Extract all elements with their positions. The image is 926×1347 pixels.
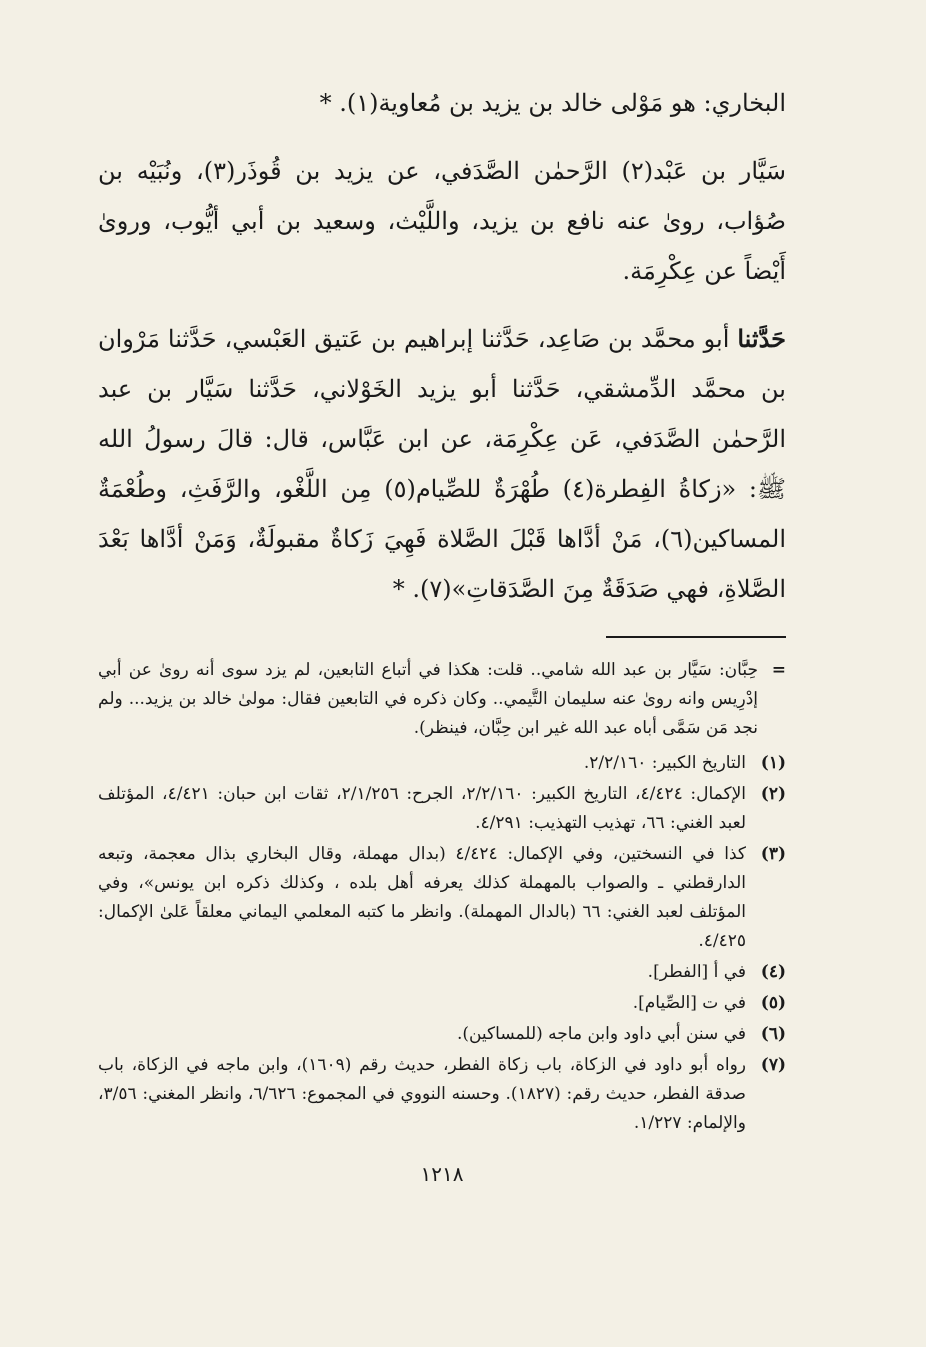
footnote-text: في أ [الفطر]. — [647, 962, 746, 982]
footnote-text: رواه أبو داود في الزكاة، باب زكاة الفطر، حديث رقم (١٦٠٩)، وابن ماجه في الزكاة، باب صدقة الفطر، حديث رقم: (١٨٢٧). وحسنه النووي في المجموع: ٦/٦٢٦، وانظر المغني: ٣/٥٦، والإلمام: ١/٢٢٧. — [98, 1055, 746, 1133]
footnote-7 — [98, 1051, 786, 1138]
footnote-text: في ت [الصِّيام]. — [632, 993, 746, 1013]
continuation-mark: = — [771, 660, 786, 680]
footnote-3 — [98, 840, 786, 956]
paragraph-1 — [98, 78, 786, 128]
footnote-continuation — [98, 656, 786, 743]
main-text — [98, 78, 786, 614]
footnote-4 — [98, 958, 786, 987]
page-number: ١٢١٨ — [420, 1162, 464, 1186]
continuation-text: حِبَّان: سَيَّار بن عبد الله شامي.. قلت: هكذا في أتباع التابعين، لم يزد سوى أنه روىٰ عن أبي إدْرِيس وانه روىٰ عنه سليمان التَّيمي.. وكان ذكره في التابعين فقال: مولىٰ خالد بن يزيد... ولم نجد مَن سَمَّى أباه عبد الله غير ابن حِبَّان، فينظر). — [98, 660, 758, 738]
paragraph-2 — [98, 146, 786, 296]
footnote-number: (٤) — [760, 962, 786, 982]
footnote-text: في سنن أبي داود وابن ماجه (للمساكين). — [456, 1024, 746, 1044]
footnote-6 — [98, 1020, 786, 1049]
footnote-number: (١) — [760, 753, 786, 773]
footnote-number: (٣) — [760, 844, 786, 864]
footnote-separator — [606, 636, 786, 638]
footnote-2 — [98, 780, 786, 838]
footnote-number: (٦) — [760, 1024, 786, 1044]
footnote-5 — [98, 989, 786, 1018]
paragraph-lead: حَدَّثنا — [737, 324, 786, 353]
paragraph-text: البخاري: هو مَوْلى خالد بن يزيد بن مُعاوية(١). * — [319, 89, 786, 117]
footnote-number: (٥) — [760, 993, 786, 1013]
footnote-number: (٧) — [760, 1055, 786, 1075]
paragraph-text: سَيَّار بن عَبْد(٢) الرَّحمٰن الصَّدَفي، عن يزيد بن قُوذَر(٣)، ونُبَيْه بن صُؤاب، روىٰ عنه نافع بن يزيد، واللَّيْث، وسعيد بن أبي أيُّوب، وروىٰ أَيْضاً عن عِكْرِمَة. — [98, 157, 786, 285]
footnote-1 — [98, 749, 786, 778]
paragraph-3 — [98, 314, 786, 614]
footnote-text: التاريخ الكبير: ٢/٢/١٦٠. — [583, 753, 746, 773]
paragraph-text: أبو محمَّد بن صَاعِد، حَدَّثنا إبراهيم بن عَتيق العَبْسي، حَدَّثنا مَرْوان بن محمَّد الدِّمشقي، حَدَّثنا أبو يزيد الخَوْلاني، حَدَّثنا سَيَّار بن عبد الرَّحمٰن الصَّدَفي، عَن عِكْرِمَة، عن ابن عَبَّاس، قال: قالَ رسولُ الله ﷺ: «زكاةُ الفِطرة(٤) طُهْرَةٌ للصِّيام(٥) مِن اللَّغْو، والرَّفَثِ، وطُعْمَةٌ المساكين(٦)، مَنْ أدَّاها قَبْلَ الصَّلاة فَهِيَ زَكاةٌ مقبولَةٌ، وَمَنْ أدَّاها بَعْدَ الصَّلاةِ، فهي صَدَقَةٌ مِنَ الصَّدَقاتِ»(٧). * — [98, 325, 786, 603]
footnote-text: الإكمال: ٤/٤٢٤، التاريخ الكبير: ٢/٢/١٦٠، الجرح: ٢/١/٢٥٦، ثقات ابن حبان: ٤/٤٢١، المؤتلف لعبد الغني: ٦٦، تهذيب التهذيب: ٤/٢٩١. — [98, 784, 746, 833]
footnote-number: (٢) — [760, 784, 786, 804]
footnote-text: كذا في النسختين، وفي الإكمال: ٤/٤٢٤ (بدال مهملة، وقال البخاري بذال معجمة، وتبعه الدارقطني ـ والصواب بالمهملة كذلك يعرفه أهل بلده ، وكذلك ذكره ابن يونس»، وفي المؤتلف لعبد الغني: ٦٦ (بالدال المهملة). وانظر ما كتبه المعلمي اليماني معلقاً عَلىٰ الإكمال: ٤/٤٢٥. — [98, 844, 746, 951]
footnotes — [98, 656, 786, 1138]
